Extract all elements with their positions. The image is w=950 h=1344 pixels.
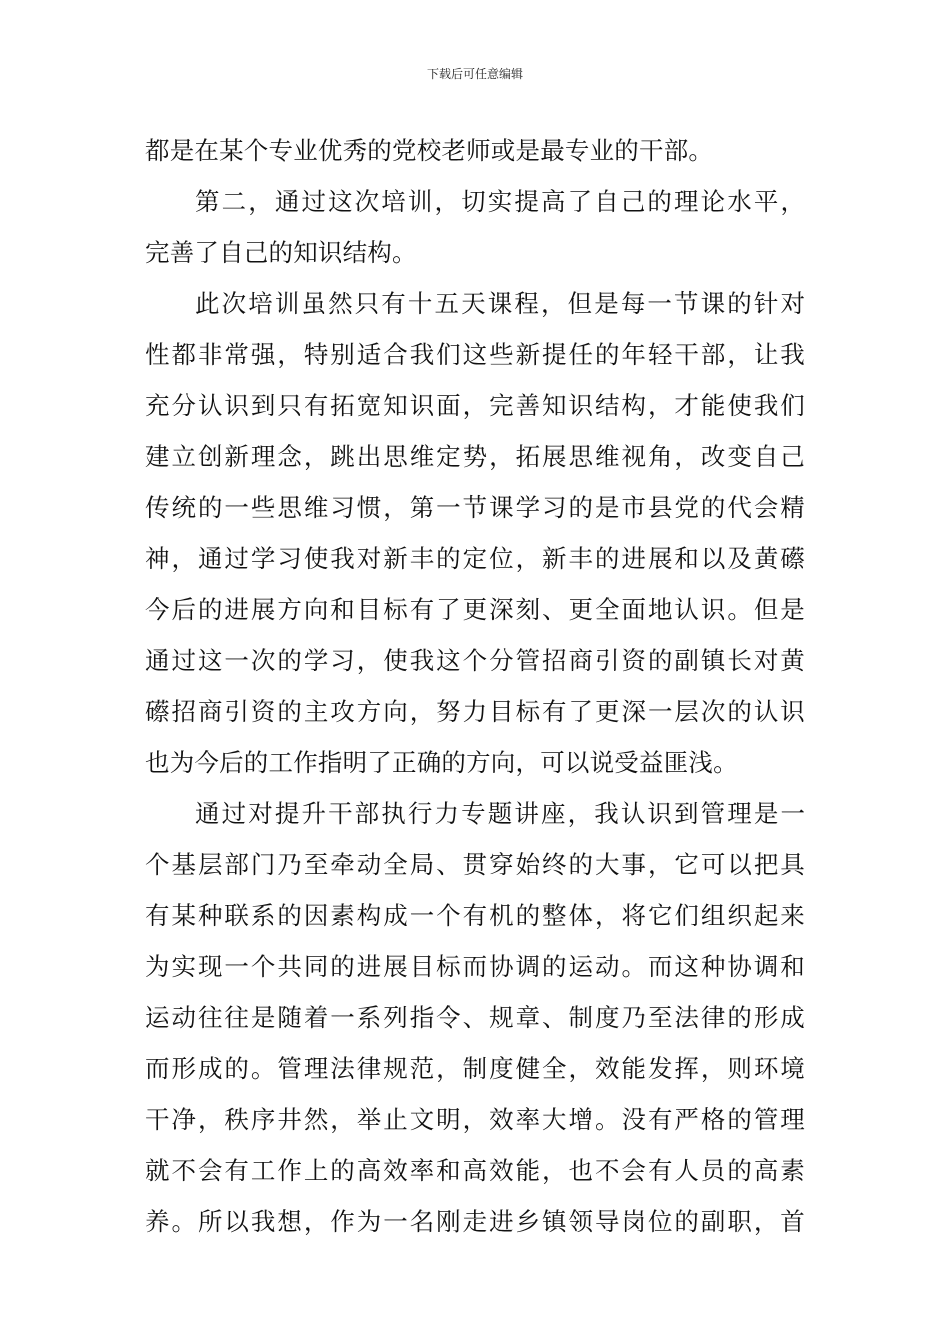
paragraph-line: 此次培训虽然只有十五天课程，但是每一节课的针对 bbox=[195, 289, 805, 318]
paragraph-line: 第二，通过这次培训，切实提高了自己的理论水平， bbox=[195, 187, 805, 216]
paragraph-line: 礤招商引资的主攻方向，努力目标有了更深一层次的认识 bbox=[145, 697, 805, 726]
document-body bbox=[145, 125, 805, 1247]
paragraph-line: 也为今后的工作指明了正确的方向，可以说受益匪浅。 bbox=[145, 748, 738, 777]
paragraph-line: 运动往往是随着一系列指令、规章、制度乃至法律的形成 bbox=[145, 1003, 805, 1032]
paragraph-line: 性都非常强，特别适合我们这些新提任的年轻干部，让我 bbox=[145, 340, 805, 369]
paragraph-line: 有某种联系的因素构成一个有机的整体，将它们组织起来 bbox=[145, 901, 805, 930]
paragraph-line: 干净，秩序井然，举止文明，效率大增。没有严格的管理 bbox=[145, 1105, 805, 1134]
paragraph-line: 神，通过学习使我对新丰的定位，新丰的进展和以及黄礤 bbox=[145, 544, 805, 573]
paragraph-line: 养。所以我想，作为一名刚走进乡镇领导岗位的副职，首 bbox=[145, 1207, 805, 1236]
paragraph-line: 而形成的。管理法律规范，制度健全，效能发挥，则环境 bbox=[145, 1054, 805, 1083]
paragraph-line: 建立创新理念，跳出思维定势，拓展思维视角，改变自己 bbox=[145, 442, 805, 471]
paragraph-line: 通过对提升干部执行力专题讲座，我认识到管理是一 bbox=[195, 799, 805, 828]
page-header-note: 下载后可任意编辑 bbox=[426, 67, 523, 81]
paragraph-line: 都是在某个专业优秀的党校老师或是最专业的干部。 bbox=[145, 136, 714, 165]
paragraph-line: 今后的进展方向和目标有了更深刻、更全面地认识。但是 bbox=[145, 595, 805, 624]
paragraph-line: 就不会有工作上的高效率和高效能，也不会有人员的高素 bbox=[145, 1156, 805, 1185]
paragraph-line: 完善了自己的知识结构。 bbox=[145, 238, 417, 267]
paragraph-line: 个基层部门乃至牵动全局、贯穿始终的大事，它可以把具 bbox=[145, 850, 805, 879]
paragraph-line: 通过这一次的学习，使我这个分管招商引资的副镇长对黄 bbox=[145, 646, 805, 675]
paragraph-line: 充分认识到只有拓宽知识面，完善知识结构，才能使我们 bbox=[145, 391, 805, 420]
paragraph-line: 传统的一些思维习惯，第一节课学习的是市县党的代会精 bbox=[145, 493, 805, 522]
paragraph-line: 为实现一个共同的进展目标而协调的运动。而这种协调和 bbox=[145, 952, 805, 981]
